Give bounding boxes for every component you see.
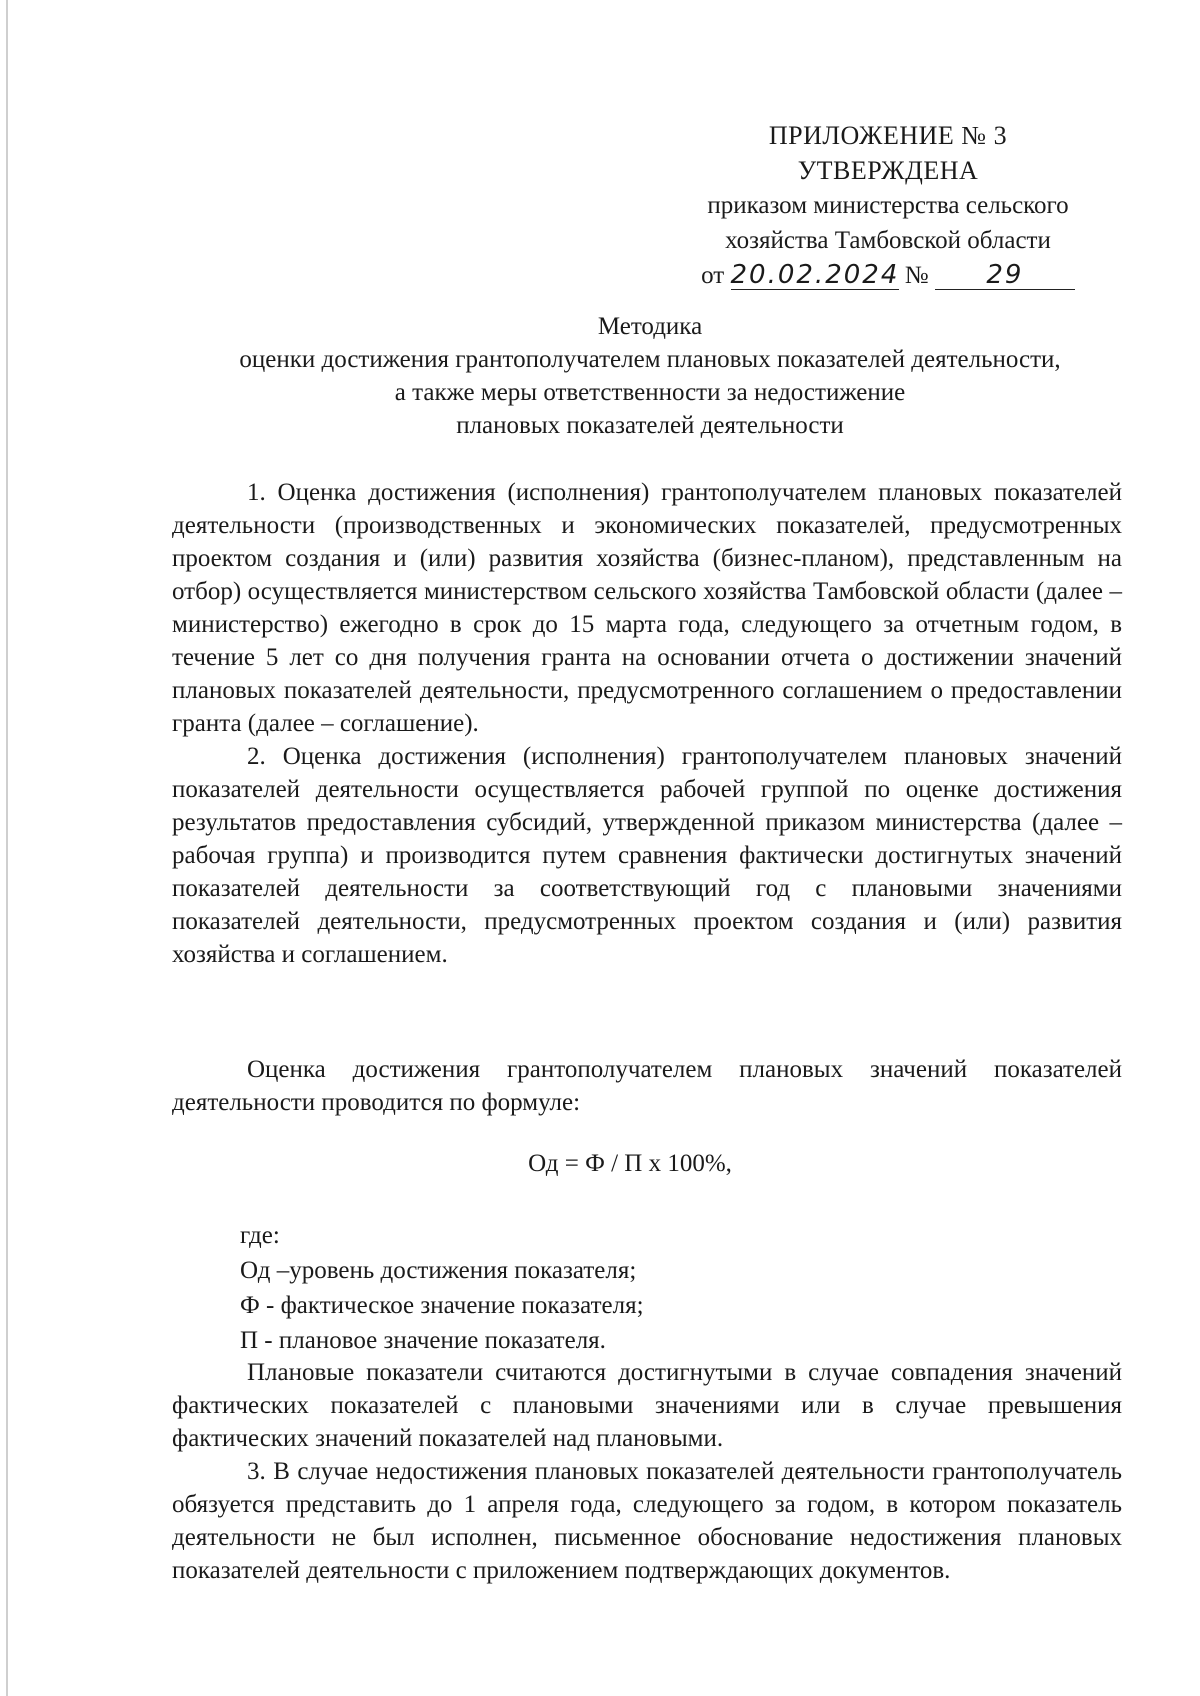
title-line-4: плановых показателей деятельности	[456, 412, 844, 439]
formula-legend	[172, 1218, 1122, 1358]
approval-block	[688, 118, 1088, 293]
order-date: 20.02.2024	[730, 260, 900, 290]
appendix-number: ПРИЛОЖЕНИЕ № 3	[768, 121, 1008, 150]
order-date-number	[688, 258, 1088, 293]
order-number: 29	[935, 261, 1075, 290]
number-prefix: №	[904, 262, 929, 289]
legend-od: Од –уровень достижения показателя;	[240, 1257, 637, 1284]
achieved-rule-paragraph: Плановые показатели считаются достигнутыми в случае совпадения значений фактических показателей с плановыми значениями или в случае превышения фактических значений показателей над плановыми.	[172, 1359, 1122, 1452]
section-3-paragraph: 3. В случае недостижения плановых показателей деятельности грантополучатель обязуется представить до 1 апреля года, следующего за годом, в котором показатель деятельности не был исполнен, письменное обоснование недостижения плановых показателей деятельности с приложением подтверждающих документов.	[172, 1458, 1122, 1584]
date-prefix: от	[701, 262, 725, 289]
sections-1-2	[172, 476, 1122, 971]
formula: Од = Ф / П х 100%,	[528, 1150, 732, 1177]
title-line-1: Методика	[597, 313, 703, 340]
page-edge	[6, 0, 8, 1696]
title-line-2: оценки достижения грантополучателем плановых показателей деятельности,	[239, 346, 1061, 373]
order-line-1: приказом министерства сельского	[707, 192, 1069, 219]
document-title	[150, 310, 1150, 442]
legend-where: где:	[240, 1222, 280, 1249]
legend-f: Ф - фактическое значение показателя;	[240, 1292, 644, 1319]
legend-p: П - плановое значение показателя.	[240, 1327, 606, 1354]
section-2-paragraph: 2. Оценка достижения (исполнения) грантополучателем плановых значений показателей деятельности осуществляется рабочей группой по оценке достижения результатов предоставления субсидий, утвержденной приказом министерства (далее – рабочая группа) и производится путем сравнения фактически достигнутых значений показателей деятельности за соответствующий год с плановыми значениями показателей деятельности, предусмотренных проектом создания и (или) развития хозяйства и соглашением.	[172, 743, 1122, 968]
formula-intro-paragraph: Оценка достижения грантополучателем плановых значений показателей деятельности проводится по формуле:	[172, 1056, 1122, 1116]
closing-sections	[172, 1356, 1122, 1587]
title-line-3: а также меры ответственности за недостижение	[394, 379, 906, 406]
section-1-paragraph: 1. Оценка достижения (исполнения) грантополучателем плановых показателей деятельности (производственных и экономических показателей, предусмотренных проектом создания и (или) развития хозяйства (бизнес-планом), представленным на отбор) осуществляется министерством сельского хозяйства Тамбовской области (далее – министерство) ежегодно в срок до 15 марта года, следующего за отчетным годом, в течение 5 лет со дня получения гранта на основании отчета о достижении значений плановых показателей деятельности, предусмотренного соглашением о предоставлении гранта (далее – соглашение).	[172, 479, 1122, 737]
order-line-2: хозяйства Тамбовской области	[725, 227, 1051, 254]
approved-label: УТВЕРЖДЕНА	[797, 156, 979, 185]
formula-intro	[172, 1053, 1122, 1119]
